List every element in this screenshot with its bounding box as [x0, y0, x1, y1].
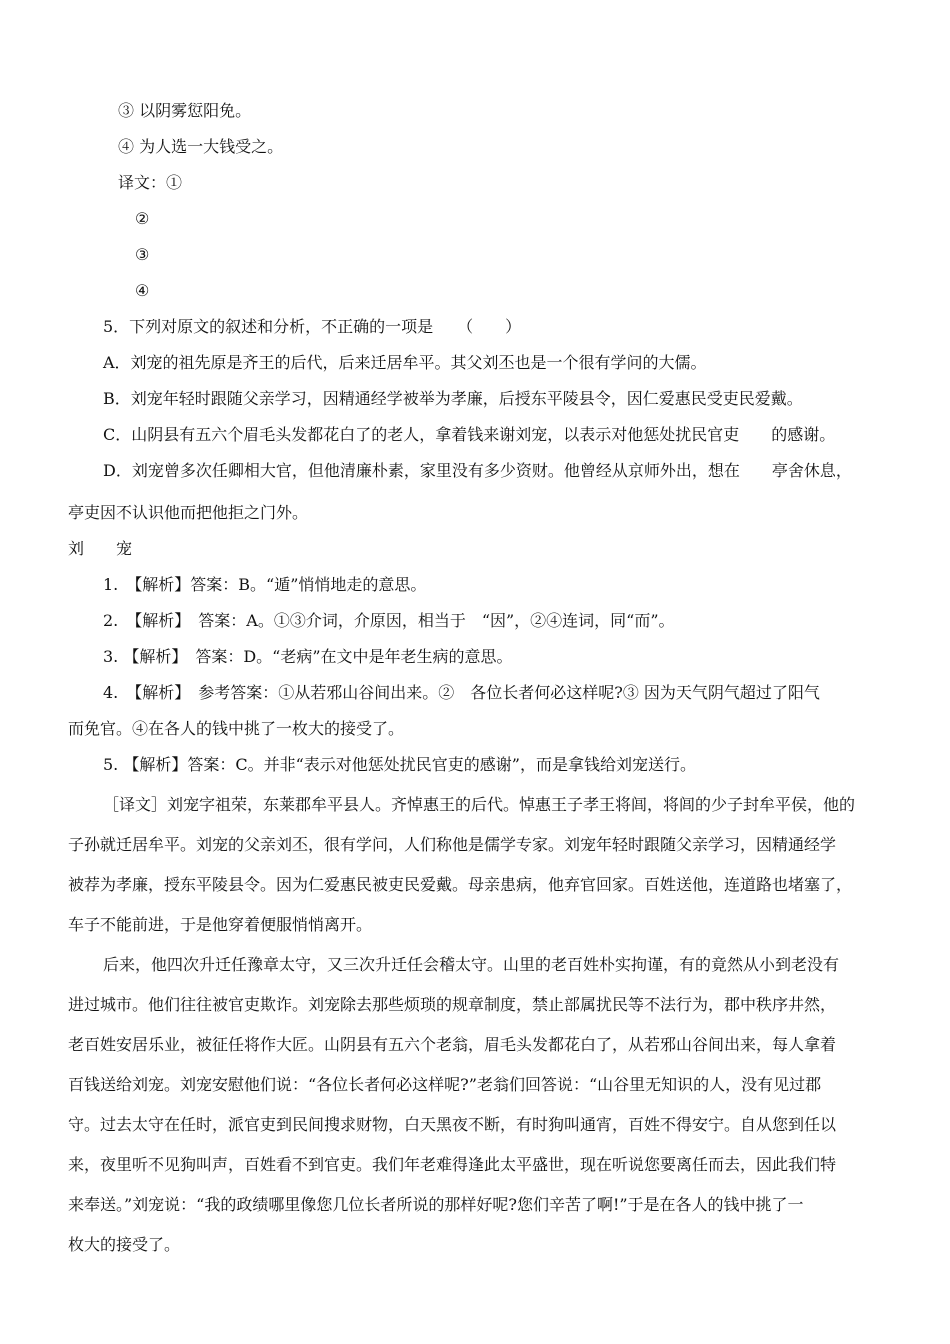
translation-blank-3: ③: [135, 245, 150, 264]
translation-paragraph-1: 被荐为孝廉，授东平陵县令。因为仁爱惠民被吏民爱戴。母亲患病，他弃官回家。百姓送他，连道路也堵塞了，: [68, 875, 853, 894]
translation-paragraph-2: 来，夜里听不见狗叫声，百姓看不到官吏。我们年老难得逢此太平盛世，现在听说您要离任而去，因此我们特: [68, 1155, 837, 1174]
answer-1: 1. 【解析】答案：B。“遁”悄悄地走的意思。: [103, 575, 427, 594]
question-5-option-a: A．刘宠的祖先原是齐王的后代，后来迁居牟平。其父刘丕也是一个很有学问的大儒。: [103, 353, 707, 372]
translation-paragraph-2: 来奉送。”刘宠说：“我的政绩哪里像您几位长者所说的那样好呢?您们辛苦了啊!”于是在各人的钱中挑了一: [68, 1195, 804, 1214]
translation-paragraph-2: 枚大的接受了。: [68, 1235, 181, 1254]
translation-paragraph-1: 子孙就迁居牟平。刘宠的父亲刘丕，很有学问，人们称他是儒学专家。刘宠年轻时跟随父亲学习，因精通经学: [68, 835, 837, 854]
answer-5: 5. 【解析】答案：C。并非“表示对他惩处扰民官吏的感谢”，而是拿钱给刘宠送行。: [103, 755, 696, 774]
translation-paragraph-2: 守。过去太守在任时，派官吏到民间搜求财物，白天黑夜不断，有时狗叫通宵，百姓不得安宁。自从您到任以: [68, 1115, 837, 1134]
translation-paragraph-2: 老百姓安居乐业，被征任将作大匠。山阴县有五六个老翁，眉毛头发都花白了，从若邪山谷间出来，每人拿着: [68, 1035, 837, 1054]
question-4-item-4: ④ 为人选一大钱受之。: [118, 137, 284, 156]
question-5-option-d: D．刘宠曾多次任卿相大官，但他清廉朴素，家里没有多少资财。他曾经从京师外出，想在 亭舍休息，: [103, 461, 852, 480]
translation-label: 译文：①: [118, 173, 183, 192]
question-5-stem: 5．下列对原文的叙述和分析，不正确的一项是 （ ）: [103, 317, 522, 336]
question-4-item-3: ③ 以阴雾愆阳免。: [118, 101, 252, 120]
translation-paragraph-2: 百钱送给刘宠。刘宠安慰他们说：“各位长者何必这样呢?”老翁们回答说：“山谷里无知识的人，没有见过郡: [68, 1075, 822, 1094]
question-5-option-d-cont: 亭吏因不认识他而把他拒之门外。: [68, 503, 309, 522]
translation-paragraph-1: 车子不能前进，于是他穿着便服悄悄离开。: [68, 915, 373, 934]
translation-blank-4: ④: [135, 281, 150, 300]
translation-blank-2: ②: [135, 209, 150, 228]
answer-3: 3. 【解析】 答案：D。“老病”在文中是年老生病的意思。: [103, 647, 513, 666]
answer-2: 2. 【解析】 答案：A。①③介词，介原因，相当于 “因”，②④连词，同“而”。: [103, 611, 675, 630]
answer-4-cont: 而免官。④在各人的钱中挑了一枚大的接受了。: [68, 719, 405, 738]
question-5-option-c: C．山阴县有五六个眉毛头发都花白了的老人，拿着钱来谢刘宠，以表示对他惩处扰民官吏 的感谢。: [103, 425, 836, 444]
question-5-option-b: B．刘宠年轻时跟随父亲学习，因精通经学被举为孝廉，后授东平陵县令，因仁爱惠民受吏民爱戴。: [103, 389, 803, 408]
section-title: 刘 宠: [68, 539, 133, 558]
translation-paragraph-2: 后来，他四次升迁任豫章太守，又三次升迁任会稽太守。山里的老百姓朴实拘谨，有的竟然从小到老没有: [103, 955, 840, 974]
translation-paragraph-1: ［译文］刘宠字祖荣，东莱郡牟平县人。齐悼惠王的后代。悼惠王子孝王将闾，将闾的少子封牟平侯，他的: [103, 795, 856, 814]
translation-paragraph-2: 进过城市。他们往往被官吏欺诈。刘宠除去那些烦琐的规章制度，禁止部属扰民等不法行为，郡中秩序井然，: [68, 995, 837, 1014]
answer-4: 4. 【解析】 参考答案：①从若邪山谷间出来。② 各位长者何必这样呢?③ 因为天气阴气超过了阳气: [103, 683, 820, 702]
